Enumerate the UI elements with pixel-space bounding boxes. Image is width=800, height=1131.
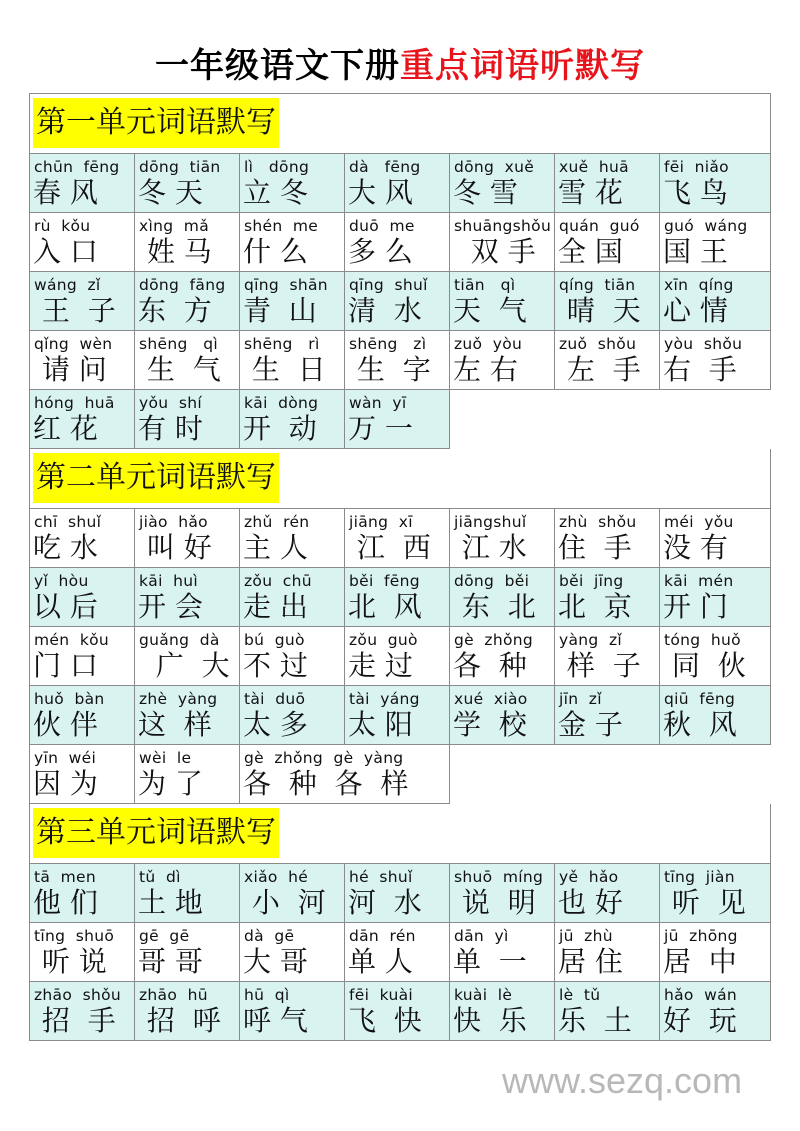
hanzi: 生 气 bbox=[138, 353, 221, 386]
hanzi: 呼 气 bbox=[243, 1004, 308, 1037]
pinyin: jiāngshuǐ bbox=[454, 513, 527, 531]
pinyin: zhè yàng bbox=[139, 690, 218, 708]
word-cell bbox=[555, 272, 660, 331]
pinyin: shuō míng bbox=[454, 868, 544, 886]
pinyin: chī shuǐ bbox=[34, 513, 102, 531]
pinyin: dà gē bbox=[244, 927, 295, 945]
pinyin: jū zhù bbox=[559, 927, 613, 945]
hanzi: 住 手 bbox=[558, 531, 632, 564]
hanzi: 开 门 bbox=[663, 590, 728, 623]
hanzi: 青 山 bbox=[243, 294, 317, 327]
word-row bbox=[30, 331, 771, 390]
word-cell bbox=[30, 390, 135, 449]
pinyin: qīng shuǐ bbox=[349, 276, 428, 294]
word-cell bbox=[555, 568, 660, 627]
pinyin: duō me bbox=[349, 217, 415, 235]
pinyin: qīng shān bbox=[244, 276, 328, 294]
word-row bbox=[30, 154, 771, 213]
hanzi: 冬 雪 bbox=[453, 176, 518, 209]
pinyin: wèi le bbox=[139, 749, 192, 767]
word-cell bbox=[30, 923, 135, 982]
pinyin: běi fēng bbox=[349, 572, 420, 590]
word-cell bbox=[345, 390, 450, 449]
word-cell bbox=[240, 568, 345, 627]
pinyin: gè zhǒng gè yàng bbox=[244, 749, 404, 767]
pinyin: lì dōng bbox=[244, 158, 310, 176]
hanzi: 双 手 bbox=[453, 235, 536, 268]
hanzi: 晴 天 bbox=[558, 294, 641, 327]
pinyin: zǒu chū bbox=[244, 572, 312, 590]
word-cell bbox=[30, 272, 135, 331]
hanzi: 招 手 bbox=[33, 1004, 116, 1037]
word-cell bbox=[30, 568, 135, 627]
pinyin: qíng tiān bbox=[559, 276, 636, 294]
hanzi: 居 住 bbox=[558, 945, 623, 978]
hanzi: 以 后 bbox=[33, 590, 98, 623]
word-cell bbox=[450, 154, 555, 213]
hanzi: 居 中 bbox=[663, 945, 737, 978]
pinyin: shén me bbox=[244, 217, 319, 235]
pinyin: tīng shuō bbox=[34, 927, 115, 945]
word-row bbox=[30, 568, 771, 627]
pinyin: kāi dòng bbox=[244, 394, 319, 412]
hanzi: 雪 花 bbox=[558, 176, 623, 209]
hanzi: 开 会 bbox=[138, 590, 203, 623]
word-cell bbox=[555, 982, 660, 1041]
title-part-red: 重点词语听默写 bbox=[400, 46, 645, 86]
word-cell bbox=[660, 923, 771, 982]
word-cell bbox=[450, 923, 555, 982]
hanzi: 什 么 bbox=[243, 235, 308, 268]
pinyin: tǔ dì bbox=[139, 868, 181, 886]
pinyin: huǒ bàn bbox=[34, 690, 105, 708]
word-cell bbox=[135, 745, 240, 804]
hanzi: 没 有 bbox=[663, 531, 728, 564]
hanzi: 左 右 bbox=[453, 353, 518, 386]
word-cell bbox=[660, 509, 771, 568]
hanzi: 门 口 bbox=[33, 649, 98, 682]
pinyin: zuǒ shǒu bbox=[559, 335, 637, 353]
pinyin: bú guò bbox=[244, 631, 305, 649]
word-cell bbox=[135, 331, 240, 390]
word-cell bbox=[30, 154, 135, 213]
hanzi: 春 风 bbox=[33, 176, 98, 209]
hanzi: 生 字 bbox=[348, 353, 431, 386]
word-row bbox=[30, 686, 771, 745]
word-cell bbox=[660, 982, 771, 1041]
word-cell bbox=[450, 331, 555, 390]
word-row bbox=[30, 272, 771, 331]
page-title bbox=[0, 38, 800, 94]
word-row bbox=[30, 923, 771, 982]
word-cell bbox=[30, 982, 135, 1041]
pinyin: yàng zǐ bbox=[559, 631, 623, 649]
word-cell bbox=[135, 923, 240, 982]
hanzi: 东 北 bbox=[453, 590, 536, 623]
word-row bbox=[30, 390, 771, 449]
hanzi: 因 为 bbox=[33, 767, 98, 800]
hanzi: 单 一 bbox=[453, 945, 527, 978]
word-cell bbox=[135, 864, 240, 923]
pinyin: xué xiào bbox=[454, 690, 528, 708]
pinyin: mén kǒu bbox=[34, 631, 109, 649]
pinyin: běi jīng bbox=[559, 572, 624, 590]
word-cell bbox=[30, 864, 135, 923]
pinyin: xìng mǎ bbox=[139, 217, 209, 235]
word-cell bbox=[135, 272, 240, 331]
word-cell bbox=[240, 509, 345, 568]
title-part-black: 一年级语文下册 bbox=[155, 46, 400, 86]
pinyin: xiǎo hé bbox=[244, 868, 309, 886]
pinyin: dōng tiān bbox=[139, 158, 221, 176]
word-cell bbox=[30, 686, 135, 745]
hanzi: 心 情 bbox=[663, 294, 728, 327]
word-cell bbox=[555, 213, 660, 272]
pinyin: dān rén bbox=[349, 927, 416, 945]
pinyin: tài duō bbox=[244, 690, 306, 708]
pinyin: xīn qíng bbox=[664, 276, 734, 294]
hanzi: 走 出 bbox=[243, 590, 308, 623]
hanzi: 土 地 bbox=[138, 886, 203, 919]
pinyin: gè zhǒng bbox=[454, 631, 534, 649]
pinyin: dōng xuě bbox=[454, 158, 535, 176]
word-cell bbox=[450, 509, 555, 568]
pinyin: tīng jiàn bbox=[664, 868, 735, 886]
pinyin: yòu shǒu bbox=[664, 335, 743, 353]
pinyin: tiān qì bbox=[454, 276, 516, 294]
hanzi: 广 大 bbox=[138, 649, 230, 682]
word-cell bbox=[450, 627, 555, 686]
word-cell bbox=[30, 509, 135, 568]
hanzi: 伙 伴 bbox=[33, 708, 98, 741]
word-cell bbox=[660, 686, 771, 745]
word-cell bbox=[135, 509, 240, 568]
pinyin: dōng fāng bbox=[139, 276, 226, 294]
hanzi: 吃 水 bbox=[33, 531, 98, 564]
word-cell bbox=[345, 331, 450, 390]
pinyin: jiāng xī bbox=[349, 513, 413, 531]
word-cell bbox=[660, 864, 771, 923]
word-cell bbox=[135, 982, 240, 1041]
watermark: www.sezq.com bbox=[502, 1060, 743, 1101]
section-header bbox=[30, 804, 771, 864]
pinyin: zhù shǒu bbox=[559, 513, 637, 531]
word-cell bbox=[660, 568, 771, 627]
empty-area bbox=[450, 745, 771, 804]
hanzi: 飞 快 bbox=[348, 1004, 422, 1037]
word-cell bbox=[450, 213, 555, 272]
word-cell bbox=[240, 154, 345, 213]
word-cell bbox=[555, 331, 660, 390]
section-heading: 第一单元词语默写 bbox=[33, 98, 279, 148]
pinyin: yǒu shí bbox=[139, 394, 202, 412]
word-row bbox=[30, 627, 771, 686]
hanzi: 有 时 bbox=[138, 412, 203, 445]
word-cell bbox=[240, 272, 345, 331]
hanzi: 国 王 bbox=[663, 235, 728, 268]
pinyin: hé shuǐ bbox=[349, 868, 413, 886]
hanzi: 这 样 bbox=[138, 708, 212, 741]
hanzi: 东 方 bbox=[138, 294, 212, 327]
word-row bbox=[30, 982, 771, 1041]
pinyin: wáng zǐ bbox=[34, 276, 101, 294]
hanzi: 主 人 bbox=[243, 531, 308, 564]
pinyin: yīn wéi bbox=[34, 749, 97, 767]
word-cell bbox=[30, 331, 135, 390]
word-cell bbox=[240, 982, 345, 1041]
word-cell bbox=[555, 864, 660, 923]
word-row bbox=[30, 509, 771, 568]
empty-area bbox=[450, 390, 771, 449]
hanzi: 听 见 bbox=[663, 886, 746, 919]
hanzi: 江 西 bbox=[348, 531, 431, 564]
word-cell bbox=[345, 923, 450, 982]
hanzi: 为 了 bbox=[138, 767, 203, 800]
hanzi: 姓 马 bbox=[138, 235, 212, 268]
word-cell bbox=[240, 864, 345, 923]
word-cell bbox=[240, 745, 450, 804]
pinyin: fēi kuài bbox=[349, 986, 413, 1004]
hanzi: 快 乐 bbox=[453, 1004, 527, 1037]
word-cell bbox=[555, 686, 660, 745]
word-cell bbox=[135, 686, 240, 745]
word-cell bbox=[555, 509, 660, 568]
hanzi: 开 动 bbox=[243, 412, 317, 445]
pinyin: kāi huì bbox=[139, 572, 198, 590]
pinyin: dōng běi bbox=[454, 572, 530, 590]
hanzi: 立 冬 bbox=[243, 176, 308, 209]
hanzi: 招 呼 bbox=[138, 1004, 221, 1037]
hanzi: 飞 鸟 bbox=[663, 176, 728, 209]
hanzi: 太 多 bbox=[243, 708, 308, 741]
hanzi: 金 子 bbox=[558, 708, 623, 741]
pinyin: jū zhōng bbox=[664, 927, 738, 945]
hanzi: 北 京 bbox=[558, 590, 632, 623]
pinyin: dān yì bbox=[454, 927, 509, 945]
hanzi: 样 子 bbox=[558, 649, 641, 682]
pinyin: guǎng dà bbox=[139, 631, 220, 649]
word-cell bbox=[345, 272, 450, 331]
hanzi: 红 花 bbox=[33, 412, 98, 445]
hanzi: 大 风 bbox=[348, 176, 413, 209]
hanzi: 叫 好 bbox=[138, 531, 212, 564]
pinyin: gē gē bbox=[139, 927, 190, 945]
hanzi: 也 好 bbox=[558, 886, 623, 919]
pinyin: shēng qì bbox=[139, 335, 219, 353]
pinyin: lè tǔ bbox=[559, 986, 601, 1004]
pinyin: shēng zì bbox=[349, 335, 427, 353]
pinyin: rù kǒu bbox=[34, 217, 91, 235]
pinyin: hóng huā bbox=[34, 394, 115, 412]
hanzi: 听 说 bbox=[33, 945, 107, 978]
hanzi: 不 过 bbox=[243, 649, 308, 682]
pinyin: méi yǒu bbox=[664, 513, 734, 531]
hanzi: 他 们 bbox=[33, 886, 98, 919]
hanzi: 哥 哥 bbox=[138, 945, 203, 978]
word-row bbox=[30, 213, 771, 272]
hanzi: 各 种 bbox=[453, 649, 527, 682]
word-cell bbox=[660, 154, 771, 213]
pinyin: wàn yī bbox=[349, 394, 407, 412]
pinyin: tóng huǒ bbox=[664, 631, 741, 649]
word-cell bbox=[345, 568, 450, 627]
pinyin: qiū fēng bbox=[664, 690, 736, 708]
hanzi: 全 国 bbox=[558, 235, 623, 268]
hanzi: 乐 土 bbox=[558, 1004, 632, 1037]
word-cell bbox=[555, 923, 660, 982]
word-cell bbox=[240, 331, 345, 390]
pinyin: shuāngshǒu bbox=[454, 217, 552, 235]
hanzi: 学 校 bbox=[453, 708, 527, 741]
hanzi: 万 一 bbox=[348, 412, 413, 445]
section-header bbox=[30, 94, 771, 154]
pinyin: tā men bbox=[34, 868, 96, 886]
word-cell bbox=[345, 154, 450, 213]
pinyin: xuě huā bbox=[559, 158, 629, 176]
word-cell bbox=[450, 864, 555, 923]
hanzi: 同 伙 bbox=[663, 649, 746, 682]
hanzi: 天 气 bbox=[453, 294, 527, 327]
pinyin: zhǔ rén bbox=[244, 513, 310, 531]
word-cell bbox=[450, 272, 555, 331]
word-cell bbox=[135, 627, 240, 686]
pinyin: zhāo shǒu bbox=[34, 986, 122, 1004]
pinyin: yě hǎo bbox=[559, 868, 619, 886]
hanzi: 多 么 bbox=[348, 235, 413, 268]
word-cell bbox=[660, 213, 771, 272]
hanzi: 好 玩 bbox=[663, 1004, 737, 1037]
word-cell bbox=[660, 331, 771, 390]
word-cell bbox=[135, 568, 240, 627]
pinyin: kāi mén bbox=[664, 572, 734, 590]
pinyin: dà fēng bbox=[349, 158, 421, 176]
word-cell bbox=[345, 509, 450, 568]
word-cell bbox=[240, 923, 345, 982]
word-cell bbox=[240, 627, 345, 686]
pinyin: shēng rì bbox=[244, 335, 320, 353]
section-heading: 第二单元词语默写 bbox=[33, 453, 279, 503]
hanzi: 右 手 bbox=[663, 353, 737, 386]
pinyin: hǎo wán bbox=[664, 986, 738, 1004]
pinyin: guó wáng bbox=[664, 217, 748, 235]
pinyin: kuài lè bbox=[454, 986, 513, 1004]
pinyin: fēi niǎo bbox=[664, 158, 729, 176]
word-cell bbox=[135, 213, 240, 272]
word-cell bbox=[135, 390, 240, 449]
word-cell bbox=[345, 982, 450, 1041]
word-cell bbox=[30, 213, 135, 272]
hanzi: 清 水 bbox=[348, 294, 422, 327]
section-header bbox=[30, 449, 771, 509]
hanzi: 各 种 各 样 bbox=[243, 767, 409, 800]
pinyin: tài yáng bbox=[349, 690, 420, 708]
hanzi: 生 日 bbox=[243, 353, 326, 386]
section-heading: 第三单元词语默写 bbox=[33, 808, 279, 858]
hanzi: 入 口 bbox=[33, 235, 98, 268]
pinyin: qǐng wèn bbox=[34, 335, 113, 353]
pinyin: yǐ hòu bbox=[34, 572, 89, 590]
hanzi: 左 手 bbox=[558, 353, 641, 386]
pinyin: hū qì bbox=[244, 986, 290, 1004]
pinyin: jīn zǐ bbox=[559, 690, 602, 708]
hanzi: 太 阳 bbox=[348, 708, 413, 741]
word-cell bbox=[345, 864, 450, 923]
hanzi: 单 人 bbox=[348, 945, 413, 978]
word-cell bbox=[660, 627, 771, 686]
hanzi: 冬 天 bbox=[138, 176, 203, 209]
hanzi: 江 水 bbox=[453, 531, 527, 564]
hanzi: 说 明 bbox=[453, 886, 536, 919]
word-cell bbox=[240, 686, 345, 745]
pinyin: jiào hǎo bbox=[139, 513, 208, 531]
word-cell bbox=[345, 686, 450, 745]
word-cell bbox=[555, 627, 660, 686]
word-cell bbox=[30, 745, 135, 804]
word-cell bbox=[450, 568, 555, 627]
vocabulary-sheet bbox=[29, 93, 771, 1041]
pinyin: zhāo hū bbox=[139, 986, 208, 1004]
word-cell bbox=[240, 213, 345, 272]
word-cell bbox=[345, 627, 450, 686]
word-cell bbox=[135, 154, 240, 213]
word-cell bbox=[450, 982, 555, 1041]
hanzi: 请 问 bbox=[33, 353, 107, 386]
hanzi: 北 风 bbox=[348, 590, 422, 623]
pinyin: zuǒ yòu bbox=[454, 335, 523, 353]
hanzi: 大 哥 bbox=[243, 945, 308, 978]
pinyin: chūn fēng bbox=[34, 158, 120, 176]
hanzi: 走 过 bbox=[348, 649, 413, 682]
word-row bbox=[30, 864, 771, 923]
word-cell bbox=[660, 272, 771, 331]
word-cell bbox=[345, 213, 450, 272]
word-cell bbox=[240, 390, 345, 449]
hanzi: 小 河 bbox=[243, 886, 326, 919]
word-cell bbox=[555, 154, 660, 213]
pinyin: zǒu guò bbox=[349, 631, 418, 649]
word-cell bbox=[450, 686, 555, 745]
word-row bbox=[30, 745, 771, 804]
hanzi: 王 子 bbox=[33, 294, 116, 327]
hanzi: 秋 风 bbox=[663, 708, 737, 741]
hanzi: 河 水 bbox=[348, 886, 422, 919]
word-cell bbox=[30, 627, 135, 686]
pinyin: quán guó bbox=[559, 217, 640, 235]
